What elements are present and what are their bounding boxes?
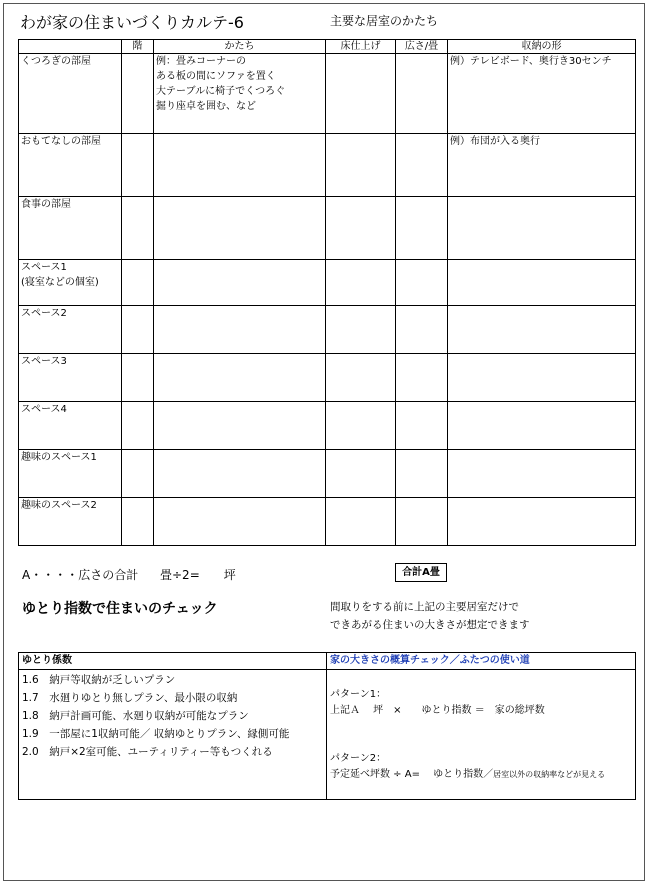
list-item: 1.9 一部屋に1収納可能／ 収納ゆとりプラン、縁側可能: [22, 728, 290, 740]
table-row: [19, 450, 636, 498]
room-name: 食事の部屋: [19, 197, 122, 260]
pattern2-note: 居室以外の収納率などが見える: [493, 770, 606, 779]
pattern2-line: [330, 767, 632, 783]
check-note: [330, 598, 530, 634]
room-name: くつろぎの部屋: [19, 54, 122, 134]
storage-cell[interactable]: [448, 306, 636, 354]
flooring-cell[interactable]: [326, 402, 396, 450]
table-row: [19, 197, 636, 260]
flooring-cell[interactable]: [326, 450, 396, 498]
storage-cell[interactable]: [448, 498, 636, 546]
table-row: [19, 306, 636, 354]
pattern2-label: パターン2：: [330, 753, 387, 764]
room-name: スペース1 (寝室などの個室): [19, 260, 122, 306]
storage-cell[interactable]: [448, 197, 636, 260]
form-cell[interactable]: [154, 54, 326, 134]
list-item: 1.6 納戸等収納が乏しいプラン: [22, 674, 176, 686]
storage-cell[interactable]: [448, 354, 636, 402]
floor-cell[interactable]: [122, 306, 154, 354]
size-cell[interactable]: [396, 306, 448, 354]
room-table: [18, 39, 636, 546]
form-cell[interactable]: [154, 354, 326, 402]
size-cell[interactable]: [396, 354, 448, 402]
header-floor: 階: [122, 40, 154, 54]
room-name: 趣味のスペース2: [19, 498, 122, 546]
table-row: [19, 134, 636, 197]
table-row: [19, 354, 636, 402]
form-line: 例：畳みコーナーの: [156, 56, 246, 67]
header-room: [19, 40, 122, 54]
form-cell[interactable]: [154, 260, 326, 306]
room-name: スペース4: [19, 402, 122, 450]
check-note-line: 間取りをする前に上記の主要居室だけで: [330, 601, 519, 613]
list-item: 1.7 水廻りゆとり無しプラン、最小限の収納: [22, 692, 238, 704]
total-a-box: 合計A畳: [395, 563, 447, 582]
floor-cell[interactable]: [122, 134, 154, 197]
size-cell[interactable]: [396, 450, 448, 498]
form-cell[interactable]: [154, 402, 326, 450]
form-line: 大テーブルに椅子でくつろぐ: [156, 86, 286, 97]
size-cell[interactable]: [396, 134, 448, 197]
size-check-header: 家の大きさの概算チェック／ふたつの使い道: [327, 653, 636, 670]
form-cell[interactable]: [154, 134, 326, 197]
table-row: [19, 260, 636, 306]
page-title: わが家の住まいづくりカルテ-6: [20, 13, 244, 32]
size-cell[interactable]: [396, 54, 448, 134]
table-row: [19, 402, 636, 450]
storage-cell[interactable]: 例）テレビボード、奥行き30センチ: [448, 54, 636, 134]
header-form: かたち: [154, 40, 326, 54]
floor-cell[interactable]: [122, 197, 154, 260]
table-row: [19, 498, 636, 546]
pattern-panel: [327, 670, 636, 800]
size-cell[interactable]: [396, 498, 448, 546]
pattern1-formula: 上記Ａ 坪 × ゆとり指数 ＝ 家の総坪数: [330, 705, 545, 716]
yutori-table: [18, 652, 636, 800]
check-title: ゆとり指数で住まいのチェック: [22, 601, 218, 617]
pattern2-formula: 予定延べ坪数 ÷ A= ゆとり指数／: [330, 769, 494, 780]
room-name: 趣味のスペース1: [19, 450, 122, 498]
form-cell[interactable]: [154, 197, 326, 260]
form-cell[interactable]: [154, 306, 326, 354]
form-cell[interactable]: [154, 450, 326, 498]
page-subtitle: 主要な居室のかたち: [330, 14, 439, 28]
header-storage: 収納の形: [448, 40, 636, 54]
sum-formula: 畳÷2= 坪: [160, 568, 236, 582]
size-cell[interactable]: [396, 260, 448, 306]
form-line: 掘り座卓を囲む、など: [156, 101, 256, 112]
size-cell[interactable]: [396, 197, 448, 260]
size-cell[interactable]: [396, 402, 448, 450]
floor-cell[interactable]: [122, 402, 154, 450]
yutori-header: ゆとり係数: [19, 653, 327, 670]
flooring-cell[interactable]: [326, 197, 396, 260]
floor-cell[interactable]: [122, 54, 154, 134]
flooring-cell[interactable]: [326, 498, 396, 546]
list-item: 1.8 納戸計画可能、水廻り収納が可能なプラン: [22, 710, 249, 722]
room-name: おもてなしの部屋: [19, 134, 122, 197]
storage-cell[interactable]: [448, 260, 636, 306]
form-cell[interactable]: [154, 498, 326, 546]
check-note-line: できあがる住まいの大きさが想定できます: [330, 619, 530, 631]
flooring-cell[interactable]: [326, 260, 396, 306]
floor-cell[interactable]: [122, 450, 154, 498]
storage-cell[interactable]: [448, 402, 636, 450]
flooring-cell[interactable]: [326, 306, 396, 354]
sum-label: A・・・・広さの合計: [22, 568, 139, 582]
header-size: 広さ/畳: [396, 40, 448, 54]
table-header-row: [19, 40, 636, 54]
storage-cell[interactable]: 例）布団が入る奥行: [448, 134, 636, 197]
pattern1-label: パターン1：: [330, 689, 387, 700]
flooring-cell[interactable]: [326, 54, 396, 134]
floor-cell[interactable]: [122, 354, 154, 402]
list-item: 2.0 納戸×2室可能、ユーティリティー等もつくれる: [22, 746, 273, 758]
header-flooring: 床仕上げ: [326, 40, 396, 54]
floor-cell[interactable]: [122, 498, 154, 546]
yutori-list: [19, 670, 327, 800]
room-name: スペース3: [19, 354, 122, 402]
form-line: ある板の間にソファを置く: [156, 71, 276, 82]
room-name: スペース2: [19, 306, 122, 354]
flooring-cell[interactable]: [326, 354, 396, 402]
flooring-cell[interactable]: [326, 134, 396, 197]
floor-cell[interactable]: [122, 260, 154, 306]
table-row: [19, 54, 636, 134]
storage-cell[interactable]: [448, 450, 636, 498]
